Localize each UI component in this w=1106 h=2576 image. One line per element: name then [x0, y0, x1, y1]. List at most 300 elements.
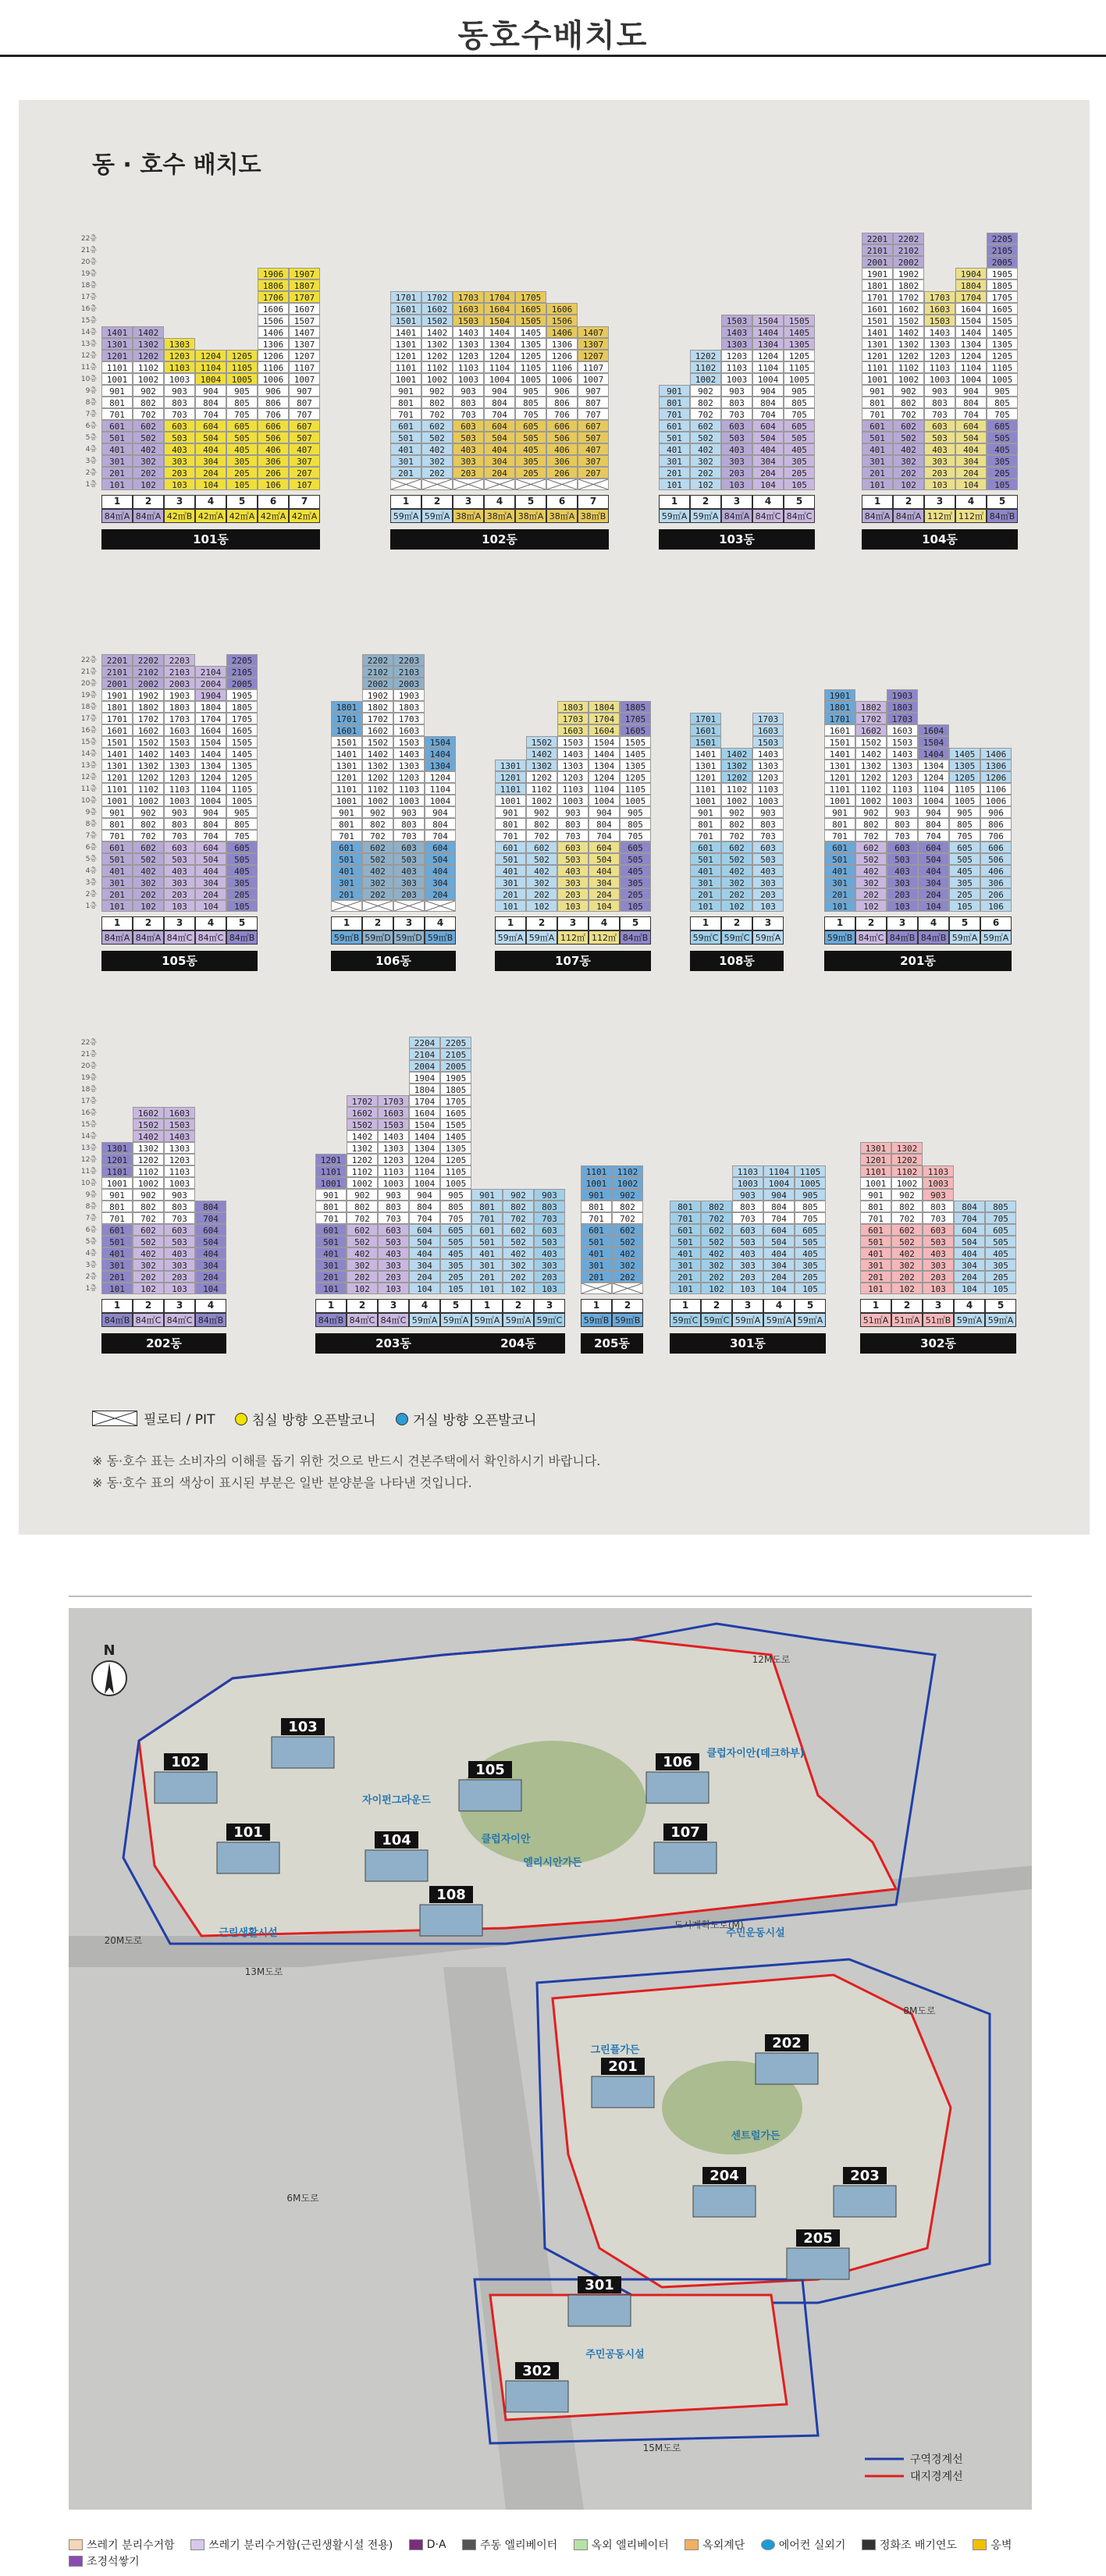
unit-cell: 702 [721, 830, 752, 841]
unit-cell: 402 [855, 865, 887, 877]
unit-cell: 907 [578, 385, 609, 397]
map-facility-label: 근린생활시설 [219, 1927, 278, 1939]
unit-cell: 302 [721, 877, 752, 888]
unit-cell: 502 [347, 1236, 378, 1247]
unit-cell: 603 [164, 841, 195, 853]
unit-cell: 1401 [101, 326, 133, 338]
line-number: 3 [557, 916, 589, 930]
unit-cell: 1102 [347, 1165, 378, 1177]
unit-type: 51㎡A [891, 1313, 923, 1327]
unit-cell: 806 [258, 397, 289, 408]
unit-cell: 1101 [315, 1165, 347, 1177]
unit-cell: 701 [824, 830, 855, 841]
unit-cell [546, 479, 578, 490]
floor-label: 14층 [80, 1133, 97, 1140]
unit-cell: 705 [226, 408, 258, 420]
unit-type: 51㎡A [860, 1313, 891, 1327]
unit-cell: 504 [425, 853, 456, 865]
legend-blue-label: 거실 방향 오픈발코니 [412, 1413, 537, 1429]
map-building-104 [365, 1850, 428, 1881]
unit-cell: 1703 [752, 713, 784, 724]
floor-label: 2층 [85, 891, 97, 898]
unit-cell: 607 [578, 420, 609, 432]
unit-cell: 701 [690, 830, 721, 841]
unit-cell: 603 [557, 841, 589, 853]
unit-cell: 503 [534, 1236, 565, 1247]
unit-cell: 603 [721, 420, 752, 432]
unit-cell: 302 [133, 455, 164, 467]
unit-cell: 1205 [784, 350, 815, 361]
unit-cell: 1404 [409, 1130, 440, 1142]
unit-cell: 505 [987, 432, 1018, 443]
unit-cell: 502 [362, 853, 393, 865]
unit-cell: 1102 [133, 1165, 164, 1177]
unit-cell: 802 [701, 1201, 732, 1212]
unit-cell: 104 [195, 1283, 226, 1294]
unit-cell: 1804 [955, 279, 987, 291]
unit-cell: 1407 [289, 326, 320, 338]
unit-cell: 304 [409, 1259, 440, 1271]
unit-cell: 606 [258, 420, 289, 432]
unit-cell: 1702 [362, 713, 393, 724]
unit-cell: 303 [534, 1259, 565, 1271]
line-number: 6 [546, 495, 578, 509]
unit-cell: 1604 [409, 1107, 440, 1119]
line-number: 5 [795, 1299, 826, 1313]
unit-cell: 102 [690, 479, 721, 490]
unit-layout-panel [19, 100, 1090, 1535]
floor-label: 16층 [80, 305, 97, 313]
unit-cell: 901 [824, 806, 855, 818]
legend-pilotis [92, 1408, 215, 1428]
unit-cell: 704 [425, 830, 456, 841]
unit-cell: 203 [924, 467, 955, 479]
unit-cell: 1003 [164, 795, 195, 806]
line-number: 1 [390, 495, 421, 509]
unit-cell: 1103 [453, 361, 484, 373]
unit-cell: 201 [315, 1271, 347, 1283]
unit-cell: 1005 [226, 795, 258, 806]
unit-cell: 2203 [393, 654, 425, 666]
unit-cell: 1603 [924, 303, 955, 315]
unit-cell: 805 [226, 397, 258, 408]
unit-type: 59㎡A [985, 1313, 1016, 1327]
unit-cell: 307 [289, 455, 320, 467]
unit-cell: 803 [393, 818, 425, 830]
unit-cell: 401 [101, 443, 133, 455]
unit-cell: 205 [949, 888, 980, 900]
line-number: 2 [893, 495, 924, 509]
unit-cell: 1204 [409, 1154, 440, 1165]
unit-cell: 305 [949, 877, 980, 888]
unit-cell: 1702 [347, 1095, 378, 1107]
map-legend-item: 에어컨 실외기 [761, 2537, 846, 2553]
unit-cell: 1001 [495, 795, 526, 806]
unit-cell: 601 [315, 1224, 347, 1236]
unit-cell: 1107 [578, 361, 609, 373]
unit-cell: 102 [893, 479, 924, 490]
unit-type: 59㎡A [954, 1313, 985, 1327]
line-number: 4 [195, 1299, 226, 1313]
unit-cell: 1102 [133, 783, 164, 795]
unit-cell: 1502 [526, 736, 557, 748]
line-number: 1 [331, 916, 362, 930]
unit-cell: 904 [484, 385, 515, 397]
unit-cell: 1402 [133, 1130, 164, 1142]
unit-cell: 304 [195, 1259, 226, 1271]
unit-cell: 207 [289, 467, 320, 479]
unit-cell: 504 [954, 1236, 985, 1247]
unit-cell: 1303 [453, 338, 484, 350]
note-1: ※ 동·호수 표는 소비자의 이해를 돕기 위한 것으로 반드시 견본주택에서 확인하시기 바랍니다. [92, 1453, 601, 1468]
site-boundary-label: 대지경계선 [910, 2471, 963, 2483]
map-road-label: 6M도로 [286, 2193, 319, 2204]
unit-cell: 1402 [421, 326, 453, 338]
unit-cell: 1002 [347, 1177, 378, 1189]
unit-cell: 704 [752, 408, 784, 420]
unit-cell: 1605 [987, 303, 1018, 315]
unit-cell: 1802 [362, 701, 393, 713]
unit-cell: 105 [795, 1283, 826, 1294]
unit-cell: 1701 [824, 713, 855, 724]
unit-cell: 2002 [893, 256, 924, 268]
unit-cell: 104 [195, 479, 226, 490]
unit-cell: 1606 [546, 303, 578, 315]
unit-cell: 601 [101, 420, 133, 432]
unit-cell: 605 [515, 420, 546, 432]
unit-cell: 2005 [440, 1060, 471, 1072]
unit-cell: 303 [732, 1259, 763, 1271]
unit-cell: 1001 [860, 1177, 891, 1189]
unit-cell: 906 [546, 385, 578, 397]
unit-cell: 1103 [923, 1165, 954, 1177]
unit-cell: 903 [393, 806, 425, 818]
line-number: 1 [860, 1299, 891, 1313]
unit-cell: 702 [893, 408, 924, 420]
unit-cell: 202 [347, 1271, 378, 1283]
floor-label: 15층 [80, 317, 97, 325]
floor-label: 22층 [80, 235, 97, 243]
unit-cell: 504 [484, 432, 515, 443]
unit-cell: 804 [763, 1201, 795, 1212]
unit-cell: 1202 [133, 1154, 164, 1165]
unit-cell: 501 [690, 853, 721, 865]
unit-cell: 1203 [887, 771, 918, 783]
unit-cell: 1105 [949, 783, 980, 795]
unit-cell: 805 [987, 397, 1018, 408]
unit-cell: 1004 [589, 795, 620, 806]
unit-cell: 2202 [133, 654, 164, 666]
unit-cell: 104 [589, 900, 620, 912]
unit-cell: 603 [378, 1224, 409, 1236]
unit-type: 84㎡A [101, 509, 133, 523]
unit-cell: 1003 [752, 795, 784, 806]
map-building-102 [155, 1772, 217, 1803]
unit-cell: 2104 [195, 666, 226, 678]
unit-cell: 701 [101, 1212, 133, 1224]
unit-cell: 602 [347, 1224, 378, 1236]
unit-cell: 2105 [226, 666, 258, 678]
unit-cell: 1107 [289, 361, 320, 373]
unit-cell: 1705 [515, 291, 546, 303]
map-legend-item: 주동 엘리베이터 [462, 2537, 557, 2553]
line-number: 3 [534, 1299, 565, 1313]
unit-cell: 601 [860, 1224, 891, 1236]
unit-type: 84㎡B [195, 1313, 226, 1327]
unit-cell: 1401 [690, 748, 721, 760]
unit-type: 59㎡A [752, 930, 784, 945]
unit-cell: 306 [980, 877, 1012, 888]
unit-type: 84㎡C [855, 930, 887, 945]
unit-cell: 803 [534, 1201, 565, 1212]
unit-cell: 804 [195, 397, 226, 408]
unit-cell: 2005 [226, 678, 258, 689]
unit-cell: 1005 [795, 1177, 826, 1189]
unit-cell: 404 [589, 865, 620, 877]
unit-cell: 504 [955, 432, 987, 443]
unit-cell: 1101 [101, 1165, 133, 1177]
unit-cell: 1003 [923, 1177, 954, 1189]
unit-cell: 1402 [721, 748, 752, 760]
unit-cell: 601 [471, 1224, 503, 1236]
map-legend-item: 쓰레기 분리수거함(근린생활시설 전용) [190, 2537, 393, 2553]
unit-cell: 1901 [862, 268, 893, 279]
unit-cell: 403 [923, 1247, 954, 1259]
unit-cell: 602 [891, 1224, 923, 1236]
unit-cell: 202 [133, 1271, 164, 1283]
unit-cell: 406 [258, 443, 289, 455]
unit-cell: 301 [659, 455, 690, 467]
unit-cell: 204 [425, 888, 456, 900]
unit-cell: 1307 [578, 338, 609, 350]
unit-cell: 405 [987, 443, 1018, 455]
unit-cell: 301 [331, 877, 362, 888]
unit-cell: 1403 [887, 748, 918, 760]
unit-cell: 1302 [893, 338, 924, 350]
map-legend-item: 옹벽 [973, 2537, 1012, 2553]
map-building-101 [217, 1842, 279, 1873]
unit-cell: 1505 [515, 315, 546, 326]
unit-cell: 1103 [164, 361, 195, 373]
unit-cell: 902 [855, 806, 887, 818]
unit-cell: 1304 [752, 338, 784, 350]
line-number: 5 [226, 495, 258, 509]
unit-cell: 1502 [421, 315, 453, 326]
unit-cell: 302 [893, 455, 924, 467]
unit-cell: 503 [752, 853, 784, 865]
unit-cell: 402 [133, 1247, 164, 1259]
unit-cell: 103 [887, 900, 918, 912]
unit-cell: 703 [164, 408, 195, 420]
unit-cell: 1801 [101, 701, 133, 713]
unit-cell: 1007 [578, 373, 609, 385]
line-number: 3 [721, 495, 752, 509]
unit-cell: 302 [421, 455, 453, 467]
unit-cell: 1404 [425, 748, 456, 760]
unit-cell: 1403 [164, 748, 195, 760]
unit-cell: 1102 [721, 783, 752, 795]
unit-cell: 102 [133, 900, 164, 912]
map-facility-label: 클럽자이안 [481, 1834, 531, 1845]
unit-cell: 1302 [721, 760, 752, 771]
unit-cell: 1304 [918, 760, 949, 771]
unit-cell: 301 [390, 455, 421, 467]
unit-cell: 1404 [918, 748, 949, 760]
unit-cell: 703 [534, 1212, 565, 1224]
unit-cell: 705 [440, 1212, 471, 1224]
unit-cell: 1101 [581, 1165, 612, 1177]
unit-cell: 503 [164, 853, 195, 865]
unit-cell: 501 [390, 432, 421, 443]
line-number: 1 [824, 916, 855, 930]
unit-cell: 1004 [409, 1177, 440, 1189]
unit-cell: 505 [795, 1236, 826, 1247]
unit-cell: 1204 [918, 771, 949, 783]
unit-cell: 602 [855, 841, 887, 853]
unit-cell: 604 [484, 420, 515, 432]
unit-cell: 302 [133, 877, 164, 888]
unit-cell: 705 [987, 408, 1018, 420]
unit-cell: 1302 [133, 1142, 164, 1154]
unit-cell: 1105 [226, 361, 258, 373]
unit-cell: 103 [164, 1283, 195, 1294]
unit-cell: 104 [763, 1283, 795, 1294]
unit-type: 59㎡A [949, 930, 980, 945]
unit-cell: 104 [918, 900, 949, 912]
unit-cell: 1907 [289, 268, 320, 279]
unit-cell: 802 [526, 818, 557, 830]
unit-cell: 1202 [891, 1154, 923, 1165]
floor-label: 18층 [80, 282, 97, 290]
floor-label: 12층 [80, 1156, 97, 1164]
unit-cell: 404 [195, 865, 226, 877]
unit-cell: 802 [891, 1201, 923, 1212]
unit-cell: 105 [620, 900, 651, 912]
unit-cell: 1105 [620, 783, 651, 795]
unit-cell: 101 [495, 900, 526, 912]
unit-cell: 1104 [195, 361, 226, 373]
unit-cell: 1402 [526, 748, 557, 760]
unit-cell: 806 [546, 397, 578, 408]
unit-cell: 1705 [620, 713, 651, 724]
unit-cell: 303 [164, 877, 195, 888]
unit-cell: 505 [949, 853, 980, 865]
unit-cell: 602 [701, 1224, 732, 1236]
unit-cell: 703 [453, 408, 484, 420]
unit-cell: 902 [362, 806, 393, 818]
unit-cell: 103 [557, 900, 589, 912]
floor-label: 14층 [80, 750, 97, 758]
unit-cell: 903 [721, 385, 752, 397]
map-building-label: 106 [663, 1754, 692, 1770]
unit-cell: 604 [195, 1224, 226, 1236]
unit-type: 38㎡A [484, 509, 515, 523]
unit-cell: 401 [690, 865, 721, 877]
unit-cell: 1302 [133, 338, 164, 350]
unit-type: 59㎡B [612, 1313, 643, 1327]
unit-type: 59㎡A [526, 930, 557, 945]
unit-cell: 802 [133, 818, 164, 830]
unit-cell: 1404 [955, 326, 987, 338]
unit-cell: 805 [226, 818, 258, 830]
unit-cell: 1503 [164, 736, 195, 748]
unit-cell: 803 [732, 1201, 763, 1212]
unit-cell: 101 [670, 1283, 701, 1294]
unit-cell: 1202 [690, 350, 721, 361]
unit-cell: 1404 [752, 326, 784, 338]
floor-label: 22층 [80, 1039, 97, 1047]
unit-cell: 903 [732, 1189, 763, 1201]
unit-cell: 1905 [440, 1072, 471, 1083]
unit-cell: 401 [390, 443, 421, 455]
unit-cell: 1705 [226, 713, 258, 724]
unit-cell: 1903 [164, 689, 195, 701]
unit-cell: 1701 [390, 291, 421, 303]
unit-cell: 1004 [752, 373, 784, 385]
unit-cell: 305 [985, 1259, 1016, 1271]
line-number: 6 [258, 495, 289, 509]
site-map [69, 1608, 1032, 2510]
unit-cell: 901 [331, 806, 362, 818]
unit-cell: 704 [955, 408, 987, 420]
unit-cell: 1701 [690, 713, 721, 724]
floor-label: 5층 [85, 856, 97, 863]
unit-cell: 1805 [620, 701, 651, 713]
unit-cell: 1007 [289, 373, 320, 385]
unit-cell: 1405 [226, 748, 258, 760]
unit-type: 84㎡C [752, 509, 784, 523]
unit-cell: 102 [133, 1283, 164, 1294]
unit-cell: 1105 [795, 1165, 826, 1177]
unit-cell: 407 [289, 443, 320, 455]
unit-cell: 1703 [887, 713, 918, 724]
line-number: 4 [589, 916, 620, 930]
map-building-202 [756, 2053, 818, 2084]
unit-cell: 1602 [347, 1107, 378, 1119]
unit-cell: 1002 [421, 373, 453, 385]
unit-cell: 705 [515, 408, 546, 420]
unit-cell: 1304 [425, 760, 456, 771]
unit-cell: 1903 [887, 689, 918, 701]
unit-cell: 1604 [589, 724, 620, 736]
line-number: 1 [690, 916, 721, 930]
unit-cell: 2101 [101, 666, 133, 678]
unit-cell: 1201 [862, 350, 893, 361]
unit-cell: 701 [331, 830, 362, 841]
unit-cell: 1703 [378, 1095, 409, 1107]
unit-cell: 1503 [924, 315, 955, 326]
unit-cell: 604 [954, 1224, 985, 1236]
unit-cell: 1802 [133, 701, 164, 713]
unit-cell: 1002 [133, 373, 164, 385]
unit-cell: 1501 [690, 736, 721, 748]
floor-label: 17층 [80, 1098, 97, 1105]
map-facility-label: 엘리시안가든 [523, 1857, 582, 1869]
unit-cell: 305 [226, 877, 258, 888]
unit-cell: 1005 [440, 1177, 471, 1189]
unit-cell: 506 [546, 432, 578, 443]
unit-cell: 801 [331, 818, 362, 830]
unit-cell: 305 [795, 1259, 826, 1271]
floor-label: 8층 [85, 820, 97, 828]
unit-cell: 503 [924, 432, 955, 443]
unit-cell: 607 [289, 420, 320, 432]
unit-type: 112㎡ [589, 930, 620, 945]
unit-cell: 902 [690, 385, 721, 397]
unit-cell: 505 [985, 1236, 1016, 1247]
unit-type: 84㎡A [101, 930, 133, 945]
unit-cell: 1504 [589, 736, 620, 748]
